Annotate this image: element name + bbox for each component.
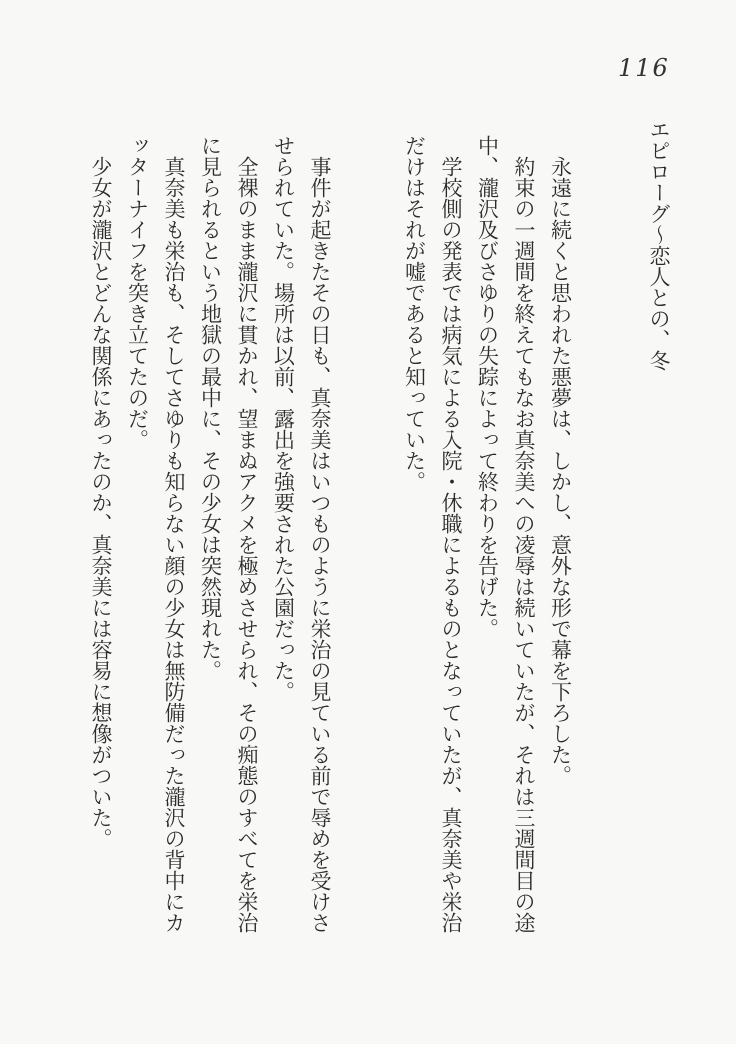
paragraph: 永遠に続くと思われた悪夢は、しかし、意外な形で幕を下ろした。	[548, 156, 573, 786]
paragraph: 真奈美も栄治も、そしてさゆりも知らない顔の少女は無防備だった瀧沢の背中にカッターナイフを突き立てたのだ。	[125, 135, 186, 933]
paragraph: 少女が瀧沢とどんな関係にあったのか、真奈美には容易に想像がついた。	[89, 156, 113, 849]
body-text	[83, 119, 579, 937]
paragraph: 学校側の発表では病気による入院・休職によるものとなっていたが、真奈美や栄治だけはそれが嘘であると知っていた。	[402, 135, 463, 933]
chapter-title: エピローグ～恋人との、冬	[647, 119, 671, 371]
paragraph: 全裸のまま瀧沢に貫かれ、望まぬアクメを極めさせられ、その痴態のすべてを栄治に見られるという地獄の最中に、その少女は突然現れた。	[198, 135, 259, 933]
page-number: 116	[618, 54, 670, 82]
paragraph: 約束の一週間を終えてもなお真奈美への凌辱は続いていたが、それは三週間目の途中、瀧沢及びさゆりの失踪によって終わりを告げた。	[475, 135, 536, 933]
page-content	[83, 119, 678, 937]
paragraph: 事件が起きたその日も、真奈美はいつものように栄治の見ている前で辱めを受けさせられていた。場所は以前、露出を強要された公園だった。	[271, 135, 332, 933]
